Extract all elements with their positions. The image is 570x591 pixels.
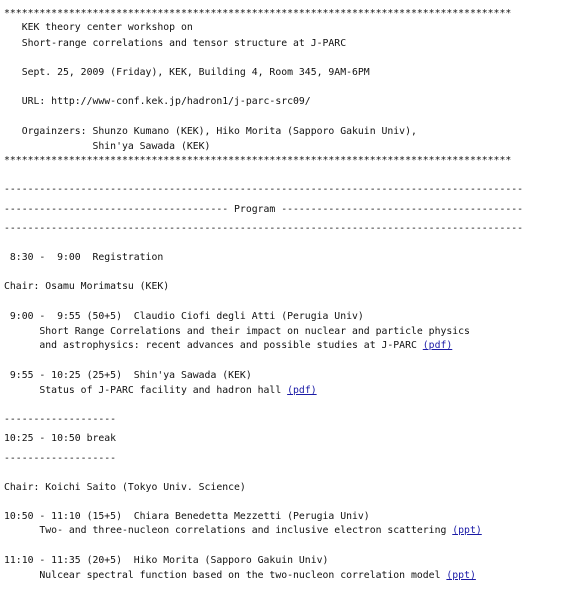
talk-title-text: Two- and three-nucleon correlations and inclusive electron scattering [4, 525, 453, 536]
talk-heading: 9:55 - 10:25 (25+5) Shin'ya Sawada (KEK) [4, 370, 252, 381]
pdf-link[interactable]: (pdf) [287, 385, 317, 396]
talk-title-text: Status of J-PARC facility and hadron hall [4, 385, 288, 396]
session-chair: Chair: Koichi Saito (Tokyo Univ. Science) [4, 482, 246, 493]
talk-heading: 9:00 - 9:55 (50+5) Claudio Ciofi degli Atti (Perugia Univ) [4, 311, 364, 322]
break-rule: ------------------- [4, 414, 117, 425]
star-rule-bottom: ************************************************************************************** [4, 155, 512, 166]
break-rule: ------------------- [4, 453, 117, 464]
dash-rule: ---------------------------------------------------------------------------------------- [4, 223, 524, 234]
registration-item: 8:30 - 9:00 Registration [4, 252, 164, 263]
organizers-line-2: Shin'ya Sawada (KEK) [4, 141, 211, 152]
pdf-link[interactable]: (pdf) [422, 340, 453, 351]
break-item: 10:25 - 10:50 break [4, 433, 117, 444]
program-heading: -------------------------------------- Program ----------------------------------------- [4, 204, 524, 215]
talk-title [4, 385, 317, 397]
star-rule-top: ************************************************************************************** [4, 8, 512, 19]
talk-title [4, 525, 482, 537]
workshop-title: Short-range correlations and tensor structure at J-PARC [4, 38, 347, 49]
talk-title [4, 570, 476, 582]
date-venue: Sept. 25, 2009 (Friday), KEK, Building 4, Room 345, 9AM-6PM [4, 67, 370, 78]
talk-heading: 11:10 - 11:35 (20+5) Hiko Morita (Sapporo Gakuin Univ) [4, 555, 329, 566]
workshop-url: URL: http://www-conf.kek.jp/hadron1/j-parc-src09/ [4, 96, 311, 107]
talk-title-text: Nulcear spectral function based on the two-nucleon correlation model [4, 570, 447, 581]
ppt-link[interactable]: (ppt) [452, 525, 482, 536]
talk-title: Short Range Correlations and their impact on nuclear and particle physics [4, 326, 470, 337]
session-chair: Chair: Osamu Morimatsu (KEK) [4, 281, 170, 292]
talk-heading: 10:50 - 11:10 (15+5) Chiara Benedetta Mezzetti (Perugia Univ) [4, 511, 370, 522]
dash-rule: ---------------------------------------------------------------------------------------- [4, 184, 524, 195]
workshop-line: KEK theory center workshop on [4, 22, 193, 33]
talk-title-text: and astrophysics: recent advances and possible studies at J-PARC [4, 340, 423, 351]
talk-title [4, 340, 452, 352]
organizers-line: Orgainzers: Shunzo Kumano (KEK), Hiko Morita (Sapporo Gakuin Univ), [4, 126, 417, 137]
ppt-link[interactable]: (ppt) [446, 570, 476, 581]
